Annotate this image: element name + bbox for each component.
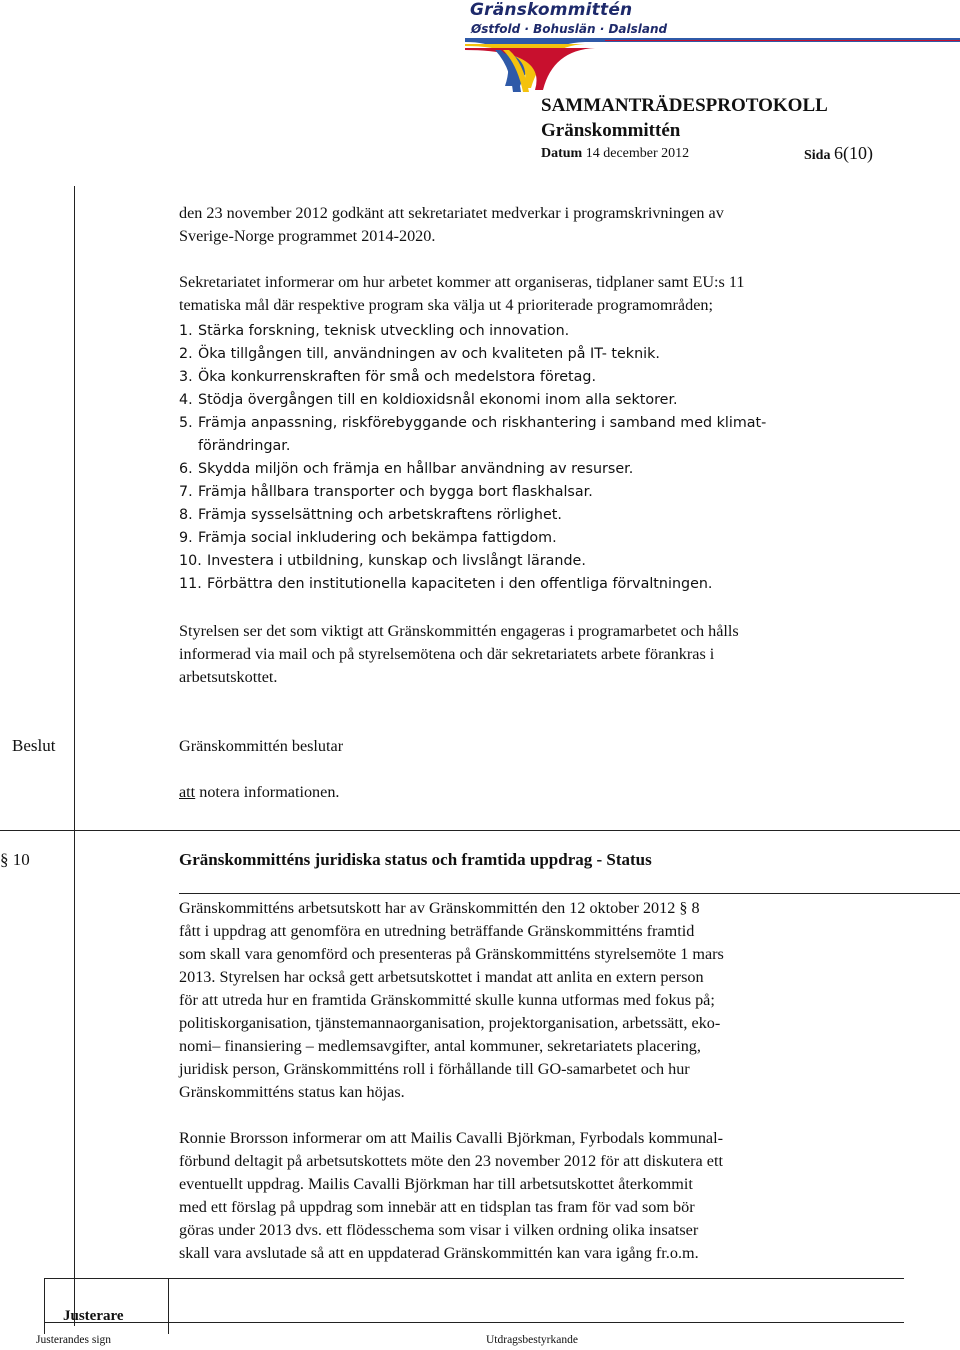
list-number: 4. (179, 392, 193, 408)
info-paragraph (179, 271, 744, 317)
paragraph-line: Ronnie Brorsson informerar om att Mailis Cavalli Björkman, Fyrbodals kommunal- (179, 1129, 724, 1147)
list-text: Stärka forskning, teknisk utveckling och innovation. (198, 323, 570, 339)
list-item (179, 504, 766, 527)
paragraph-line: fått i uppdrag att genomföra en utredning beträffande Gränskommitténs framtid (179, 922, 695, 940)
list-text: Öka konkurrenskraften för små och medelstora företag. (198, 369, 597, 385)
paragraph-line: nomi– finansiering – medlemsavgifter, antal kommuner, sekretariatets placering, (179, 1037, 701, 1055)
intro-line: den 23 november 2012 godkänt att sekretariatet medverkar i programskrivningen av (179, 204, 724, 222)
paragraph-line: politiskorganisation, tjänstemannaorganisation, projektorganisation, arbetssätt, eko- (179, 1014, 721, 1032)
paragraph-line: för att utreda hur en framtida Gränskommitté skulle kunna utformas med fokus på; (179, 991, 715, 1009)
margin-line (74, 186, 75, 1326)
list-text: Investera i utbildning, kunskap och livslångt lärande. (207, 553, 586, 569)
list-number: 1. (179, 323, 193, 339)
list-text: Främja hållbara transporter och bygga bort flaskhalsar. (198, 484, 593, 500)
list-number: 6. (179, 461, 193, 477)
board-line: informerad via mail och på styrelsemötena och där sekretariatets arbete förankras i (179, 645, 715, 663)
list-text: Öka tillgången till, användningen av och kvaliteten på IT- teknik. (198, 346, 660, 362)
footer-line (44, 1278, 904, 1279)
flag-stripes-icon (465, 36, 960, 94)
goal-list (179, 320, 766, 596)
decision-rest: notera informationen. (195, 783, 340, 801)
info-line: Sekretariatet informerar om hur arbetet kommer att organiseras, tidplaner samt EU:s 11 (179, 273, 745, 291)
footer-signature-line (44, 1322, 904, 1323)
logo (465, 0, 960, 100)
board-line: Styrelsen ser det som viktigt att Gränskommittén engageras i programarbetet och hålls (179, 622, 739, 640)
section-paragraph-1 (179, 897, 724, 1104)
date-value: 14 december 2012 (585, 146, 690, 161)
list-number: 3. (179, 369, 193, 385)
list-item (179, 389, 766, 412)
date-label: Datum (541, 146, 583, 161)
list-item (179, 573, 766, 596)
logo-subtitle: Østfold · Bohuslän · Dalsland (471, 22, 668, 36)
list-text: Skydda miljön och främja en hållbar användning av resurser. (198, 461, 634, 477)
title-underline (179, 893, 960, 894)
paragraph-line: skall vara avslutade så att en uppdaterad Gränskommittén kan vara igång fr.o.m. (179, 1244, 699, 1262)
footer-justerandes-sign: Justerandes sign (36, 1334, 112, 1346)
list-number: 8. (179, 507, 193, 523)
section-title: Gränskommitténs juridiska status och framtida uppdrag - Status (179, 850, 652, 869)
intro-paragraph (179, 202, 724, 248)
section-number-value: 10 (12, 850, 30, 869)
list-text-line: Främja anpassning, riskförebyggande och riskhantering i samband med klimat- (198, 415, 767, 431)
document-title: SAMMANTRÄDESPROTOKOLL (541, 95, 828, 116)
att-keyword: att (179, 783, 196, 801)
section-divider (0, 830, 960, 831)
logo-title: Gränskommittén (470, 0, 633, 20)
paragraph-line: förbund deltagit på arbetsutskottets möte den 23 november 2012 för att diskutera ett (179, 1152, 723, 1170)
intro-line: Sverige-Norge programmet 2014-2020. (179, 227, 436, 245)
list-item (179, 343, 766, 366)
paragraph-line: som skall vara genomförd och presenteras på Gränskommitténs styrelsemöte 1 mars (179, 945, 724, 963)
list-number: 2. (179, 346, 193, 362)
list-text-line: förändringar. (198, 438, 291, 454)
list-item (179, 527, 766, 550)
paragraph-line: Gränskommitténs arbetsutskott har av Gränskommittén den 12 oktober 2012 § 8 (179, 899, 700, 917)
list-number: 9. (179, 530, 193, 546)
list-text: Främja social inkludering och bekämpa fattigdom. (198, 530, 557, 546)
list-item (179, 481, 766, 504)
list-text: Främja sysselsättning och arbetskraftens rörlighet. (198, 507, 562, 523)
footer-justerare: Justerare (63, 1308, 124, 1324)
paragraph-line: med ett förslag på uppdrag som innebär att en tidsplan tas fram för vad som bör (179, 1198, 695, 1216)
organization-name: Gränskommittén (541, 120, 681, 141)
decision-text (179, 781, 339, 804)
board-line: arbetsutskottet. (179, 668, 278, 686)
footer-divider (168, 1278, 169, 1334)
paragraph-symbol: § (0, 850, 9, 869)
footer-utdragsbestyrkande: Utdragsbestyrkande (486, 1334, 578, 1346)
document-date (541, 146, 689, 162)
list-number: 11. (179, 576, 202, 592)
paragraph-line: 2013. Styrelsen har också gett arbetsutskottet i mandat att anlita en extern person (179, 968, 704, 986)
list-number: 7. (179, 484, 193, 500)
list-text: Stödja övergången till en koldioxidsnål ekonomi inom alla sektorer. (198, 392, 678, 408)
paragraph-line: juridisk person, Gränskommitténs roll i förhållande till GO-samarbetet och hur (179, 1060, 690, 1078)
board-paragraph (179, 620, 739, 689)
list-text: Förbättra den institutionella kapaciteten i den offentliga förvaltningen. (207, 576, 713, 592)
list-item (179, 320, 766, 343)
paragraph-line: göras under 2013 dvs. ett flödesschema som visar i vilken ordning olika insatser (179, 1221, 699, 1239)
decision-heading: Gränskommittén beslutar (179, 737, 344, 755)
list-item (179, 412, 766, 458)
page-value: 6(10) (833, 143, 873, 163)
list-item (179, 550, 766, 573)
footer-divider (44, 1278, 45, 1334)
list-text (198, 412, 766, 458)
paragraph-line: eventuellt uppdrag. Mailis Cavalli Björkman har till arbetsutskottet återkommit (179, 1175, 693, 1193)
list-number: 10. (179, 553, 202, 569)
info-line: tematiska mål där respektive program ska välja ut 4 prioriterade programområden; (179, 296, 713, 314)
section-paragraph-2 (179, 1127, 723, 1265)
paragraph-line: Gränskommitténs status kan höjas. (179, 1083, 405, 1101)
list-item (179, 458, 766, 481)
list-item (179, 366, 766, 389)
section-number (0, 850, 30, 870)
page-label: Sida (804, 148, 831, 163)
list-number: 5. (179, 415, 193, 431)
decision-label: Beslut (12, 736, 56, 755)
page-indicator (804, 143, 873, 164)
